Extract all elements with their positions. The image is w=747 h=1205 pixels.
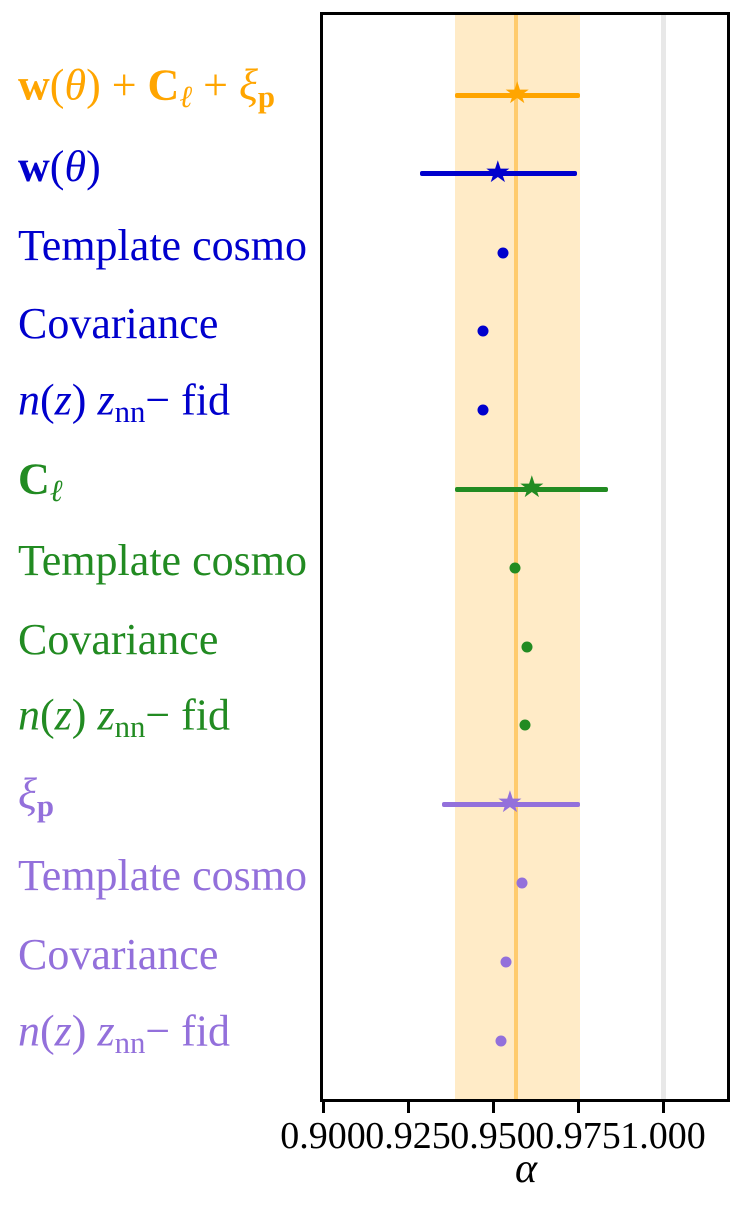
row-label-segment: Covariance [18,299,219,349]
row-label-segment: + [192,60,239,110]
row-label-segment: C [18,454,50,504]
row-label-cell-template-cosmo [18,535,307,585]
marker-dot-cell-template-cosmo [510,562,521,573]
row-labels [0,0,323,1205]
row-label-xip-covariance [18,929,219,979]
x-tick-label: 1.000 [620,1115,706,1157]
marker-dot-xip-nz-znn-fid [495,1035,506,1046]
marker-star-wtheta: ★ [484,154,512,190]
row-label-segment: ξ [18,769,37,819]
row-label-wtheta-nz-znn-fid [18,375,231,430]
marker-dot-cell-nz-znn-fid [519,720,530,731]
reference-line-alpha-1 [661,15,666,1102]
row-label-segment: n [18,1005,40,1055]
row-label-segment: ( [49,141,65,191]
marker-dot-wtheta-covariance [478,326,489,337]
row-label-wtheta-template-cosmo [18,220,307,270]
row-label-segment: ) [86,141,101,191]
row-label-combined-wtheta-cell-xip [18,60,275,114]
row-label-segment: z [54,375,72,425]
row-label-segment: w [18,141,50,191]
marker-dot-cell-covariance [522,641,533,652]
row-label-segment: z [54,690,72,740]
row-label-segment: ) + [86,60,148,110]
row-label-segment: z [97,690,115,740]
row-label-segment: ( [40,690,55,740]
x-axis-label: α [514,1146,538,1192]
row-label-segment: ( [49,60,65,110]
row-label-segment: C [147,60,180,110]
marker-star-cell: ★ [518,469,546,505]
row-label-wtheta-covariance [18,299,219,349]
row-label-segment: Template cosmo [18,535,307,585]
marker-dot-xip-template-cosmo [516,878,527,889]
x-tick-label: 0.900 [280,1115,366,1157]
x-tick [492,1102,495,1113]
band-center-line [514,15,518,1102]
plot-area [323,15,730,1102]
marker-star-combined-wtheta-cell-xip: ★ [503,75,531,111]
row-label-segment: n [18,375,40,425]
row-label-segment: Template cosmo [18,851,307,900]
x-tick-label: 0.975 [535,1115,621,1157]
row-label-segment: ) [71,690,98,740]
row-label-segment: z [54,1005,72,1055]
x-tick [407,1102,410,1113]
row-label-segment: − fid [145,1005,231,1055]
row-label-segment: − fid [145,375,231,425]
row-label-segment: z [97,1005,115,1055]
marker-dot-wtheta-nz-znn-fid [477,405,488,416]
row-label-cell-covariance [18,614,219,664]
x-tick [577,1102,580,1113]
row-label-segment: p [257,79,275,114]
row-label-segment: ) [71,375,98,425]
row-label-segment: Covariance [18,614,219,664]
row-label-segment: p [36,789,54,824]
row-label-segment: n [18,690,40,740]
row-label-segment: ℓ [49,473,63,508]
row-label-segment: nn [114,1025,146,1060]
row-label-segment: ℓ [179,79,193,114]
row-label-xip [18,769,54,824]
marker-star-xip: ★ [496,784,524,820]
x-tick-label: 0.950 [450,1115,536,1157]
row-label-xip-template-cosmo [18,851,307,900]
row-label-cell [18,454,63,508]
row-label-segment: ) [71,1005,98,1055]
row-label-segment: ( [40,375,55,425]
row-label-segment: z [97,375,115,425]
row-label-segment: ( [40,1005,55,1055]
row-label-segment: ξ [238,60,258,110]
row-label-segment: θ [64,60,87,110]
row-label-segment: Template cosmo [18,220,307,270]
row-label-segment: θ [64,141,87,191]
row-label-segment: w [18,60,50,110]
row-label-segment: nn [114,710,146,745]
marker-dot-wtheta-template-cosmo [498,247,509,258]
row-label-wtheta [18,141,101,191]
row-label-segment: Covariance [18,929,219,979]
row-label-xip-nz-znn-fid [18,1005,231,1060]
x-tick-label: 0.925 [365,1115,451,1157]
row-label-cell-nz-znn-fid [18,690,231,745]
row-label-segment: − fid [145,690,231,740]
x-tick [662,1102,665,1113]
x-tick [322,1102,325,1113]
row-label-segment: nn [114,395,146,430]
marker-dot-xip-covariance [500,956,511,967]
